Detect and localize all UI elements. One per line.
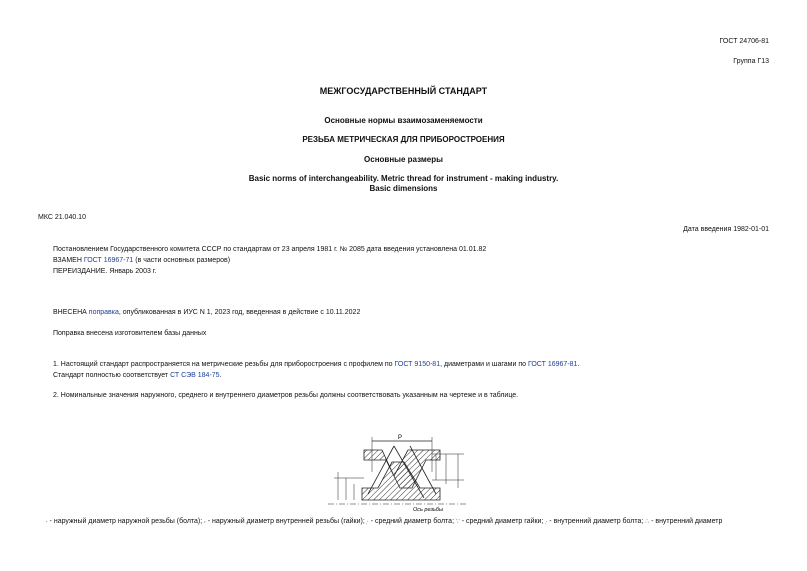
legend-pitch-nut: - средний диаметр гайки; bbox=[459, 518, 546, 525]
legend-outer-nut: - наружный диаметр внутренней резьбы (гайки); bbox=[205, 518, 367, 525]
decree-text: Постановлением Государственного комитета СССР по стандартам от 23 апреля 1981 г. № 2085 дата введения установлена 01.01.82 bbox=[53, 246, 487, 253]
legend-pitch-bolt: - средний диаметр болта; bbox=[368, 518, 456, 525]
replaced-line bbox=[53, 257, 230, 264]
amendment-line bbox=[53, 309, 360, 316]
diameter-legend bbox=[46, 517, 722, 525]
section-1-line1 bbox=[53, 361, 579, 368]
section-2-text: 2. Номинальные значения наружного, среднего и внутреннего диаметров резьбы должны соответствовать указанным на чертеже и в таблице. bbox=[53, 392, 519, 399]
legend-outer-bolt: - наружный диаметр наружной резьбы (болта); bbox=[47, 518, 205, 525]
gost-16967-81-link[interactable]: ГОСТ 16967-81 bbox=[527, 361, 578, 368]
symbol-d-icon: ⸳ bbox=[46, 519, 48, 525]
pitch-label: P bbox=[397, 435, 403, 441]
thread-profile-drawing bbox=[328, 432, 478, 514]
standard-subtitle: Основные размеры bbox=[364, 155, 443, 164]
amendment-link[interactable]: поправка bbox=[88, 309, 119, 316]
st-sev-184-75-link[interactable]: СТ СЭВ 184-75 bbox=[170, 372, 220, 379]
symbol-D2-icon: ∵ bbox=[455, 519, 460, 525]
gost-9150-81-link[interactable]: ГОСТ 9150-81 bbox=[394, 361, 441, 368]
english-title-line2: Basic dimensions bbox=[369, 184, 438, 193]
amendment-note: Поправка внесена изготовителем базы данных bbox=[53, 330, 207, 337]
symbol-D1-icon: ∴ bbox=[645, 519, 650, 525]
english-title-line1: Basic norms of interchangeability. Metric thread for instrument - making industry. bbox=[248, 174, 559, 183]
standard-series: Основные нормы взаимозаменяемости bbox=[324, 116, 483, 125]
section-1-end: . bbox=[577, 361, 580, 368]
legend-inner-bolt: - внутренний диаметр болта; bbox=[547, 518, 646, 525]
section-1-line2 bbox=[53, 372, 222, 379]
standard-title: РЕЗЬБА МЕТРИЧЕСКАЯ ДЛЯ ПРИБОРОСТРОЕНИЯ bbox=[302, 135, 505, 144]
replaced-prefix: ВЗАМЕН bbox=[53, 257, 84, 264]
gost-16967-71-link[interactable]: ГОСТ 16967-71 bbox=[83, 257, 134, 264]
intro-date: Дата введения 1982-01-01 bbox=[683, 226, 769, 233]
gost-number: ГОСТ 24706-81 bbox=[719, 38, 769, 45]
bolt-profile bbox=[362, 462, 440, 500]
mks-code: МКС 21.040.10 bbox=[38, 214, 86, 221]
replaced-suffix: (в части основных размеров) bbox=[133, 257, 231, 264]
thread-axis-label: Ось резьбы bbox=[412, 507, 444, 513]
reissue-text: ПЕРЕИЗДАНИЕ. Январь 2003 г. bbox=[53, 268, 157, 275]
amendment-prefix: ВНЕСЕНА bbox=[53, 309, 89, 316]
amendment-suffix: , опубликованная в ИУС N 1, 2023 год, введенная в действие с 10.11.2022 bbox=[118, 309, 361, 316]
section-1-line2-prefix: Стандарт полностью соответствует bbox=[53, 372, 171, 379]
symbol-d2-icon: ·̣ bbox=[366, 519, 369, 525]
section-1-line2-end: . bbox=[219, 372, 222, 379]
legend-inner-nut: - внутренний диаметр bbox=[649, 518, 723, 525]
standard-kind: МЕЖГОСУДАРСТВЕННЫЙ СТАНДАРТ bbox=[319, 86, 488, 96]
symbol-d1-icon: ·̣ bbox=[545, 519, 548, 525]
section-1-prefix: 1. Настоящий стандарт распространяется на метрические резьбы для приборостроения с профилем по bbox=[53, 361, 395, 368]
section-1-middle: , диаметрами и шагами по bbox=[440, 361, 528, 368]
symbol-D-icon: ⸴ bbox=[204, 519, 206, 525]
group-label: Группа Г13 bbox=[733, 58, 769, 65]
